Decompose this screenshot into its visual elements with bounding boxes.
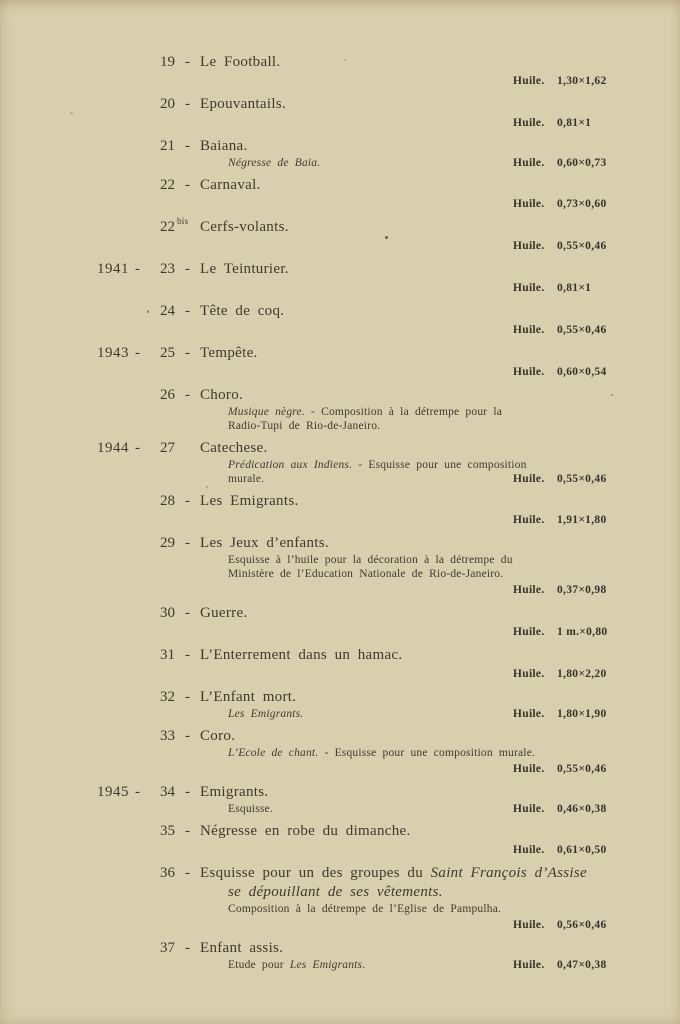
entry-title	[200, 688, 640, 707]
description-segment: Radio-Tupi de Rio-de-Janeiro.	[228, 420, 381, 432]
medium-line	[0, 762, 680, 777]
entry-title	[200, 302, 640, 321]
medium-and-dimensions	[513, 625, 607, 640]
medium-label: Huile.	[513, 844, 545, 856]
entry-title	[200, 95, 640, 114]
catalogue-entry	[0, 344, 680, 380]
catalogue-entry	[0, 302, 680, 338]
description-segment: - Esquisse pour une composition	[352, 459, 527, 471]
description-segment: Négresse de Baia.	[228, 157, 321, 169]
entry-title-line	[0, 53, 680, 72]
title-segment: Saint François d’Assise	[430, 865, 587, 881]
medium-and-dimensions	[513, 239, 607, 254]
year-dash: -	[135, 440, 140, 456]
dimensions: 0,56×0,46	[557, 919, 607, 931]
entry-title-line	[0, 534, 680, 553]
entry-number	[145, 864, 175, 883]
entry-number-value: 27	[160, 440, 175, 456]
entry-number	[145, 822, 175, 841]
entry-title	[200, 260, 640, 279]
catalogue-entry	[0, 260, 680, 296]
entry-title-line	[0, 783, 680, 802]
medium-and-dimensions	[513, 365, 607, 380]
entry-dash: -	[185, 865, 190, 881]
entry-year: 1941	[97, 261, 129, 277]
dimensions: 1,30×1,62	[557, 75, 607, 87]
medium-label: Huile.	[513, 240, 545, 252]
entry-title-line	[0, 646, 680, 665]
entry-number	[145, 604, 175, 623]
entry-title-line	[0, 822, 680, 841]
dimensions: 1 m.×0,80	[557, 626, 608, 638]
entry-dash: -	[185, 177, 190, 193]
entry-number	[145, 302, 175, 321]
year-dash: -	[135, 345, 140, 361]
title-segment: Coro.	[200, 728, 236, 744]
entry-number	[145, 386, 175, 405]
title-segment: Tête de coq.	[200, 303, 285, 319]
medium-and-dimensions	[513, 958, 607, 972]
entry-title-line	[0, 439, 680, 458]
entry-description-line	[0, 419, 680, 433]
entry-number-value: 30	[160, 605, 175, 621]
dimensions: 0,55×0,46	[557, 473, 607, 485]
catalogue-entry	[0, 688, 680, 721]
title-segment: Baiana.	[200, 138, 248, 154]
catalogue-entry	[0, 864, 680, 933]
entry-number	[145, 53, 175, 72]
catalogue-entry	[0, 53, 680, 89]
dimensions: 0,61×0,50	[557, 844, 607, 856]
entry-title	[200, 534, 640, 553]
medium-label: Huile.	[513, 708, 545, 720]
entry-description-line	[0, 902, 680, 916]
year-dash: -	[135, 784, 140, 800]
medium-and-dimensions	[513, 281, 591, 296]
entry-description-line	[0, 405, 680, 419]
entry-description-line	[0, 472, 680, 486]
description-segment: murale.	[228, 473, 265, 485]
entry-number-value: 24	[160, 303, 175, 319]
description-segment: Les Emigrants	[289, 959, 363, 971]
entry-title-line	[0, 864, 680, 883]
medium-label: Huile.	[513, 117, 545, 129]
entry-title-line	[0, 939, 680, 958]
entry-title-line	[0, 344, 680, 363]
entry-description-line	[0, 156, 680, 170]
entry-title-line	[0, 176, 680, 195]
entry-title	[200, 439, 640, 458]
description-segment: .	[362, 959, 366, 971]
entry-number	[145, 688, 175, 707]
title-segment: Esquisse pour un des groupes du	[200, 865, 431, 881]
entry-number	[145, 95, 175, 114]
entry-title-line	[0, 137, 680, 156]
title-segment: Epouvantails.	[200, 96, 286, 112]
entry-description-line	[0, 553, 680, 567]
entry-title	[200, 53, 640, 72]
medium-label: Huile.	[513, 959, 545, 971]
dimensions: 0,55×0,46	[557, 324, 607, 336]
title-segment: Le Football.	[200, 54, 281, 70]
catalogue-entry	[0, 492, 680, 528]
description-segment: Les Emigrants.	[228, 708, 304, 720]
medium-label: Huile.	[513, 324, 545, 336]
entry-year: 1943	[97, 345, 129, 361]
entry-year: 1944	[97, 440, 129, 456]
entry-number	[145, 176, 175, 195]
title-segment: Enfant assis.	[200, 940, 284, 956]
entry-number-value: 31	[160, 647, 175, 663]
title-segment: Guerre.	[200, 605, 248, 621]
catalogue-entry	[0, 386, 680, 433]
dimensions: 0,55×0,46	[557, 763, 607, 775]
medium-and-dimensions	[513, 762, 607, 777]
entry-dash: -	[185, 303, 190, 319]
entry-title-continuation	[0, 883, 680, 902]
medium-line	[0, 365, 680, 380]
medium-line	[0, 116, 680, 131]
medium-label: Huile.	[513, 626, 545, 638]
entry-title	[200, 386, 640, 405]
entry-number-value: 29	[160, 535, 175, 551]
catalogue-entry	[0, 727, 680, 777]
medium-label: Huile.	[513, 919, 545, 931]
title-segment: Choro.	[200, 387, 244, 403]
medium-and-dimensions	[513, 513, 607, 528]
title-segment: Catechese.	[200, 440, 268, 456]
description-segment: Composition à la détrempe de l’Eglise de Pampulha.	[228, 903, 502, 915]
entry-dash: -	[185, 345, 190, 361]
title-segment: Carnaval.	[200, 177, 261, 193]
medium-and-dimensions	[513, 918, 607, 933]
entry-number	[145, 939, 175, 958]
title-segment: Les Jeux d’enfants.	[200, 535, 329, 551]
medium-line	[0, 583, 680, 598]
title-segment: Négresse en robe du dimanche.	[200, 823, 411, 839]
entry-number-value: 26	[160, 387, 175, 403]
entry-number-value: 34	[160, 784, 175, 800]
entry-number	[145, 439, 175, 458]
entry-number-value: 23	[160, 261, 175, 277]
entry-number-value: 37	[160, 940, 175, 956]
entry-dash: -	[185, 535, 190, 551]
title-segment: L’Enfant mort.	[200, 689, 297, 705]
medium-label: Huile.	[513, 366, 545, 378]
description-segment: Prédication aux Indiens.	[228, 459, 353, 471]
entry-dash: -	[185, 940, 190, 956]
entry-number-value: 20	[160, 96, 175, 112]
entry-number-value: 22	[160, 177, 175, 193]
entry-title-line	[0, 492, 680, 511]
medium-label: Huile.	[513, 763, 545, 775]
medium-and-dimensions	[513, 74, 607, 89]
description-segment: L’Ecole de chant.	[228, 747, 319, 759]
entry-title	[200, 176, 640, 195]
entry-title-line	[0, 688, 680, 707]
entry-dash: -	[185, 823, 190, 839]
dimensions: 1,80×2,20	[557, 668, 607, 680]
entry-description-line	[0, 707, 680, 721]
medium-and-dimensions	[513, 197, 607, 212]
medium-line	[0, 513, 680, 528]
catalogue-entry	[0, 783, 680, 816]
entry-dash: -	[185, 605, 190, 621]
medium-and-dimensions	[513, 667, 607, 682]
catalogue-entry	[0, 534, 680, 598]
catalogue-entry	[0, 137, 680, 170]
medium-line	[0, 918, 680, 933]
dimensions: 0,81×1	[557, 117, 592, 129]
dimensions: 0,46×0,38	[557, 803, 607, 815]
medium-and-dimensions	[513, 472, 607, 486]
entry-description-line	[0, 958, 680, 972]
entry-dash: -	[185, 261, 190, 277]
dimensions: 0,81×1	[557, 282, 592, 294]
medium-and-dimensions	[513, 116, 591, 131]
description-segment: Ministère de l’Education Nationale de Rio-de-Janeiro.	[228, 568, 504, 580]
entry-number-value: 33	[160, 728, 175, 744]
entry-title-line	[0, 302, 680, 321]
description-segment: Musique nègre.	[228, 406, 305, 418]
entry-number-suffix: bis	[177, 216, 189, 226]
medium-label: Huile.	[513, 514, 545, 526]
entry-number-value: 25	[160, 345, 175, 361]
catalogue-entry	[0, 176, 680, 212]
description-segment: - Esquisse pour une composition murale.	[318, 747, 536, 759]
entry-title	[200, 604, 640, 623]
entry-number	[145, 344, 175, 363]
title-segment: Le Teinturier.	[200, 261, 289, 277]
entry-number-value: 22	[160, 219, 175, 235]
catalogue-entry	[0, 646, 680, 682]
description-segment: Esquisse à l’huile pour la décoration à la détrempe du	[228, 554, 513, 566]
entry-number	[145, 534, 175, 553]
entry-number	[145, 216, 189, 237]
medium-label: Huile.	[513, 198, 545, 210]
entry-dash: -	[185, 54, 190, 70]
dimensions: 0,73×0,60	[557, 198, 607, 210]
entry-description-line	[0, 802, 680, 816]
entry-title-line	[0, 386, 680, 405]
entry-number-value: 19	[160, 54, 175, 70]
entry-description-line	[0, 458, 680, 472]
entry-dash: -	[185, 493, 190, 509]
entry-year: 1945	[97, 784, 129, 800]
entry-title-line	[0, 95, 680, 114]
year-dash: -	[135, 261, 140, 277]
entry-number-value: 28	[160, 493, 175, 509]
dimensions: 0,47×0,38	[557, 959, 607, 971]
entry-title	[200, 727, 640, 746]
title-segment: L’Enterrement dans un hamac.	[200, 647, 403, 663]
entry-description-line	[0, 567, 680, 581]
dimensions: 1,80×1,90	[557, 708, 607, 720]
title-segment: Les Emigrants.	[200, 493, 299, 509]
entry-number	[145, 727, 175, 746]
entry-dash: -	[185, 689, 190, 705]
entry-dash: -	[185, 647, 190, 663]
dimensions: 1,91×1,80	[557, 514, 607, 526]
entry-title-line	[0, 260, 680, 279]
entry-title	[200, 939, 640, 958]
medium-and-dimensions	[513, 323, 607, 338]
medium-and-dimensions	[513, 156, 607, 170]
catalogue-entry	[0, 822, 680, 858]
medium-and-dimensions	[513, 843, 607, 858]
medium-label: Huile.	[513, 157, 545, 169]
description-segment: Etude pour	[228, 959, 290, 971]
entry-title-line	[0, 604, 680, 623]
title-segment: se dépouillant de ses vêtements.	[228, 884, 443, 900]
entry-dash: -	[185, 784, 190, 800]
medium-label: Huile.	[513, 584, 545, 596]
entry-dash: -	[185, 96, 190, 112]
entry-title	[200, 218, 640, 237]
entry-number-value: 35	[160, 823, 175, 839]
medium-label: Huile.	[513, 803, 545, 815]
dimensions: 0,60×0,54	[557, 366, 607, 378]
entry-number-value: 32	[160, 689, 175, 705]
entry-number-value: 21	[160, 138, 175, 154]
catalogue-entry	[0, 604, 680, 640]
medium-line	[0, 843, 680, 858]
entry-title-line	[0, 727, 680, 746]
medium-label: Huile.	[513, 282, 545, 294]
title-segment: Cerfs-volants.	[200, 219, 289, 235]
entry-title	[200, 864, 640, 883]
medium-line	[0, 625, 680, 640]
dimensions: 0,37×0,98	[557, 584, 607, 596]
description-segment: - Composition à la détrempe pour la	[304, 406, 503, 418]
description-segment: Esquisse.	[228, 803, 273, 815]
entry-number	[145, 260, 175, 279]
entry-title	[200, 646, 640, 665]
title-segment: Emigrants.	[200, 784, 269, 800]
medium-line	[0, 74, 680, 89]
catalogue-entry	[0, 218, 680, 254]
entry-title	[200, 492, 640, 511]
medium-and-dimensions	[513, 707, 607, 721]
entry-number	[145, 646, 175, 665]
medium-and-dimensions	[513, 583, 607, 598]
entry-number	[145, 783, 175, 802]
entry-title	[200, 822, 640, 841]
dimensions: 0,55×0,46	[557, 240, 607, 252]
entry-title	[200, 137, 640, 156]
title-segment: Tempête.	[200, 345, 258, 361]
medium-line	[0, 667, 680, 682]
catalogue-entry	[0, 95, 680, 131]
entry-title	[200, 344, 640, 363]
entry-number-value: 36	[160, 865, 175, 881]
medium-and-dimensions	[513, 802, 607, 816]
catalogue-entry	[0, 939, 680, 972]
medium-label: Huile.	[513, 473, 545, 485]
entry-list	[0, 53, 680, 978]
dimensions: 0,60×0,73	[557, 157, 607, 169]
entry-description-line	[0, 746, 680, 760]
catalogue-entry	[0, 439, 680, 486]
medium-label: Huile.	[513, 668, 545, 680]
entry-title	[200, 783, 640, 802]
medium-label: Huile.	[513, 75, 545, 87]
medium-line	[0, 197, 680, 212]
medium-line	[0, 323, 680, 338]
medium-line	[0, 281, 680, 296]
entry-dash: -	[185, 138, 190, 154]
entry-dash: -	[185, 728, 190, 744]
medium-line	[0, 239, 680, 254]
entry-number	[145, 137, 175, 156]
entry-dash: -	[185, 387, 190, 403]
entry-title-line	[0, 218, 680, 237]
entry-number	[145, 492, 175, 511]
